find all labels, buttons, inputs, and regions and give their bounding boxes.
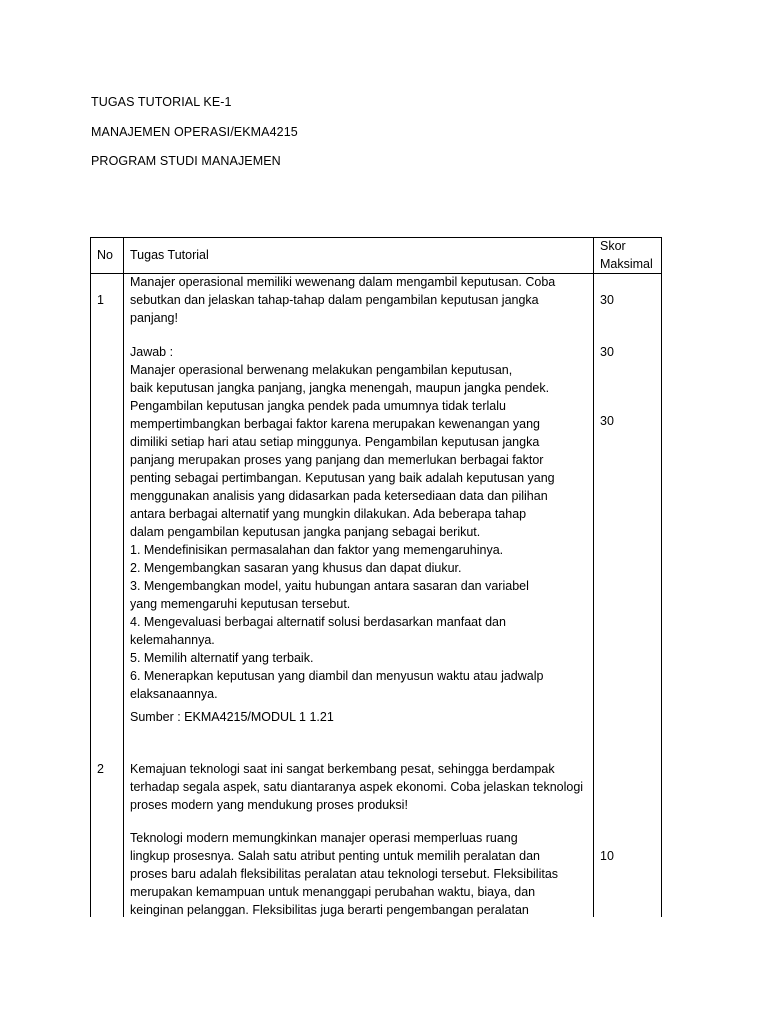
text-line: panjang!: [130, 311, 178, 325]
text-line: Jawab :: [130, 345, 174, 359]
row-2-number: 2: [97, 762, 104, 776]
text-line: Kemajuan teknologi saat ini sangat berkembang pesat, sehingga berdampak: [130, 762, 555, 776]
text-line: proses baru adalah fleksibilitas peralatan atau teknologi tersebut. Fleksibilitas: [130, 867, 559, 881]
text-line: panjang merupakan proses yang panjang dan memerlukan berbagai faktor: [130, 453, 544, 467]
row-1-score-3: 30: [600, 414, 614, 428]
text-line: dimiliki setiap hari atau setiap minggunya. Pengambilan keputusan jangka: [130, 435, 540, 449]
text-line: merupakan kemampuan untuk menanggapi perubahan waktu, biaya, dan: [130, 885, 536, 899]
document-title: TUGAS TUTORIAL KE-1: [91, 95, 232, 109]
text-line: 5. Memilih alternatif yang terbaik.: [130, 651, 314, 665]
row-1-number: 1: [97, 293, 104, 307]
table-header-score-line1: Skor: [600, 239, 626, 253]
text-line: Manajer operasional memiliki wewenang dalam mengambil keputusan. Coba: [130, 275, 556, 289]
text-line: lingkup prosesnya. Salah satu atribut penting untuk memilih peralatan dan: [130, 849, 540, 863]
row-2-score-1: 10: [600, 849, 614, 863]
row-1-question: [130, 273, 555, 327]
text-line: 6. Menerapkan keputusan yang diambil dan menyusun waktu atau jadwalp: [130, 669, 544, 683]
row-2-answer: [130, 829, 558, 919]
text-line: baik keputusan jangka panjang, jangka menengah, maupun jangka pendek.: [130, 381, 550, 395]
table-header-score-line2: Maksimal: [600, 257, 653, 271]
text-line: Teknologi modern memungkinkan manajer operasi memperluas ruang: [130, 831, 518, 845]
text-line: elaksanaannya.: [130, 687, 218, 701]
row-1-score-1: 30: [600, 293, 614, 307]
text-line: antara berbagai alternatif yang mungkin dilakukan. Ada beberapa tahap: [130, 507, 527, 521]
text-line: keinginan pelanggan. Fleksibilitas juga berarti pengembangan peralatan: [130, 903, 529, 917]
text-line: 1. Mendefinisikan permasalahan dan faktor yang memengaruhinya.: [130, 543, 504, 557]
text-line: 3. Mengembangkan model, yaitu hubungan antara sasaran dan variabel: [130, 579, 529, 593]
table-header-task: Tugas Tutorial: [130, 248, 209, 262]
study-program: PROGRAM STUDI MANAJEMEN: [91, 154, 281, 168]
column-divider-score: [593, 238, 594, 917]
row-2-question: [130, 760, 583, 814]
text-line: sebutkan dan jelaskan tahap-tahap dalam pengambilan keputusan jangka: [130, 293, 539, 307]
course-name: MANAJEMEN OPERASI/EKMA4215: [91, 125, 298, 139]
text-line: Manajer operasional berwenang melakukan pengambilan keputusan,: [130, 363, 513, 377]
text-line: dalam pengambilan keputusan jangka panjang sebagai berikut.: [130, 525, 481, 539]
table-header-no: No: [97, 248, 113, 262]
row-1-answer: [130, 343, 555, 703]
text-line: menggunakan analisis yang didasarkan pada ketersediaan data dan pilihan: [130, 489, 548, 503]
text-line: terhadap segala aspek, satu diantaranya aspek ekonomi. Coba jelaskan teknologi: [130, 780, 584, 794]
text-line: 4. Mengevaluasi berbagai alternatif solusi berdasarkan manfaat dan: [130, 615, 506, 629]
text-line: proses modern yang mendukung proses produksi!: [130, 798, 408, 812]
text-line: mempertimbangkan berbagai faktor karena merupakan kewenangan yang: [130, 417, 540, 431]
text-line: 2. Mengembangkan sasaran yang khusus dan dapat diukur.: [130, 561, 462, 575]
text-line: Pengambilan keputusan jangka pendek pada umumnya tidak terlalu: [130, 399, 506, 413]
text-line: yang memengaruhi keputusan tersebut.: [130, 597, 351, 611]
column-divider-no: [123, 238, 124, 917]
row-1-source: Sumber : EKMA4215/MODUL 1 1.21: [130, 710, 334, 724]
row-1-score-2: 30: [600, 345, 614, 359]
text-line: penting sebagai pertimbangan. Keputusan yang baik adalah keputusan yang: [130, 471, 555, 485]
text-line: kelemahannya.: [130, 633, 215, 647]
